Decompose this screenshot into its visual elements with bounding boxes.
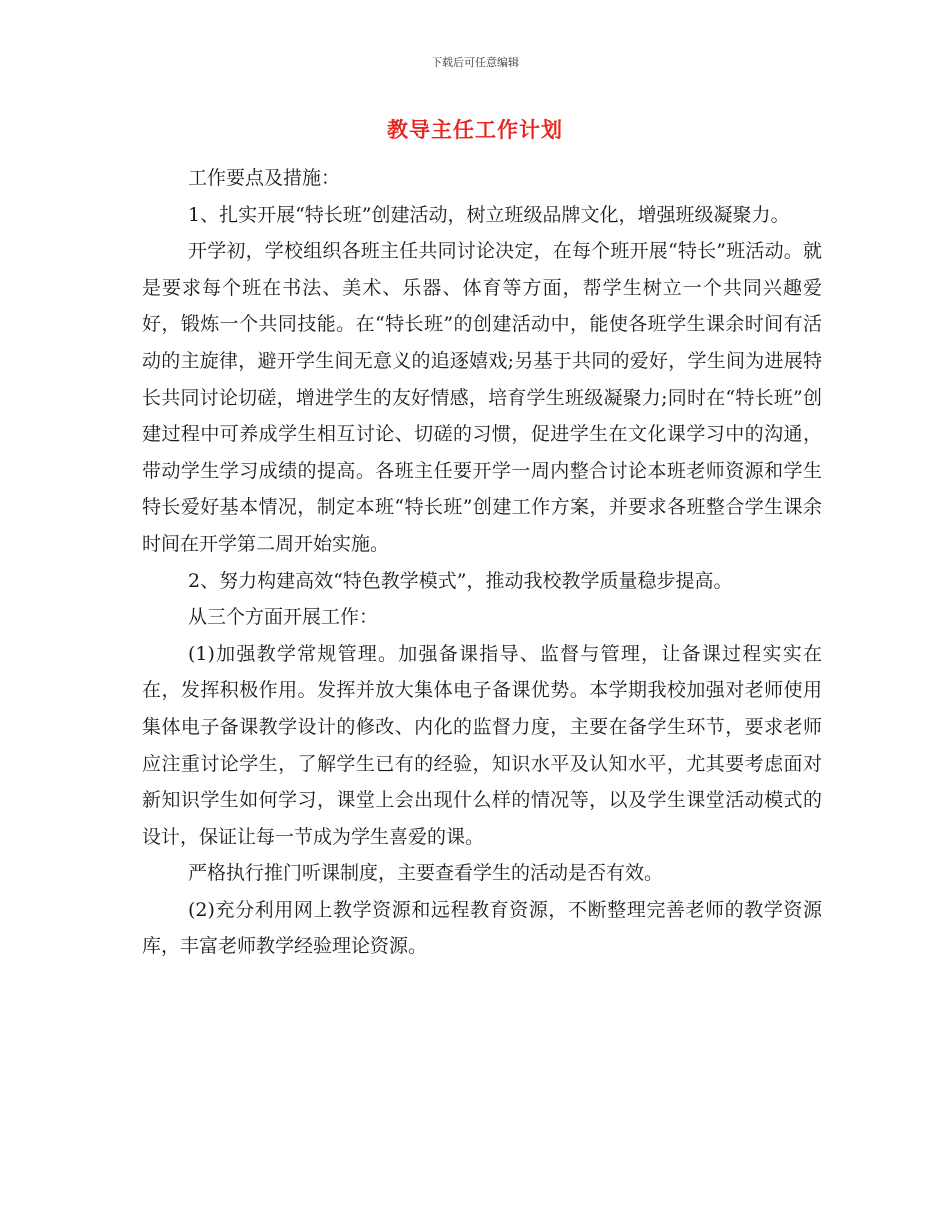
header-note: 下载后可任意编辑 bbox=[431, 56, 519, 69]
paragraph-item-2-intro: 从三个方面开展工作： bbox=[188, 606, 379, 629]
paragraph-section-heading: 工作要点及措施： bbox=[188, 167, 341, 189]
paragraph-item-1: 1、扎实开展“特长班”创建活动，树立班级品牌文化，增强班级凝聚力。 bbox=[188, 203, 790, 226]
paragraph-subitem-1: (1)加强教学常规管理。加强备课指导、监督与管理，让备课过程实实在在，发挥积极作用。发挥并放大集体电子备课优势。本学期我校加强对老师使用集体电子备课教学设计的修改、内化的监督力度，主要在备学生环节，要求老师应注重讨论学生，了解学生已有的经验，知识水平及认知水平，尤其要考虑面对新知识学生如何学习，课堂上会出现什么样的情况等，以及学生课堂活动模式的设计，保证让每一节成为学生喜爱的课。 bbox=[142, 642, 822, 848]
document-body bbox=[142, 160, 822, 965]
paragraph-subitem-2: (2)充分利用网上教学资源和远程教育资源，不断整理完善老师的教学资源库，丰富老师教学经验理论资源。 bbox=[142, 898, 822, 958]
paragraph-subitem-1-note: 严格执行推门听课制度，主要查看学生的活动是否有效。 bbox=[188, 862, 664, 885]
document-title: 教导主任工作计划 bbox=[387, 118, 563, 142]
paragraph-item-1-detail: 开学初，学校组织各班主任共同讨论决定，在每个班开展“特长”班活动。就是要求每个班在书法、美术、乐器、体育等方面，帮学生树立一个共同兴趣爱好，锻炼一个共同技能。在“特长班”的创建活动中，能使各班学生课余时间有活动的主旋律，避开学生间无意义的追逐嬉戏;另基于共同的爱好，学生间为进展特长共同讨论切磋，增进学生的友好情感，培育学生班级凝聚力;同时在“特长班”创建过程中可养成学生相互讨论、切磋的习惯，促进学生在文化课学习中的沟通，带动学生学习成绩的提高。各班主任要开学一周内整合讨论本班老师资源和学生特长爱好基本情况，制定本班“特长班”创建工作方案，并要求各班整合学生课余时间在开学第二周开始实施。 bbox=[142, 240, 822, 555]
paragraph-item-2: 2、努力构建高效“特色教学模式”，推动我校教学质量稳步提高。 bbox=[188, 569, 733, 592]
